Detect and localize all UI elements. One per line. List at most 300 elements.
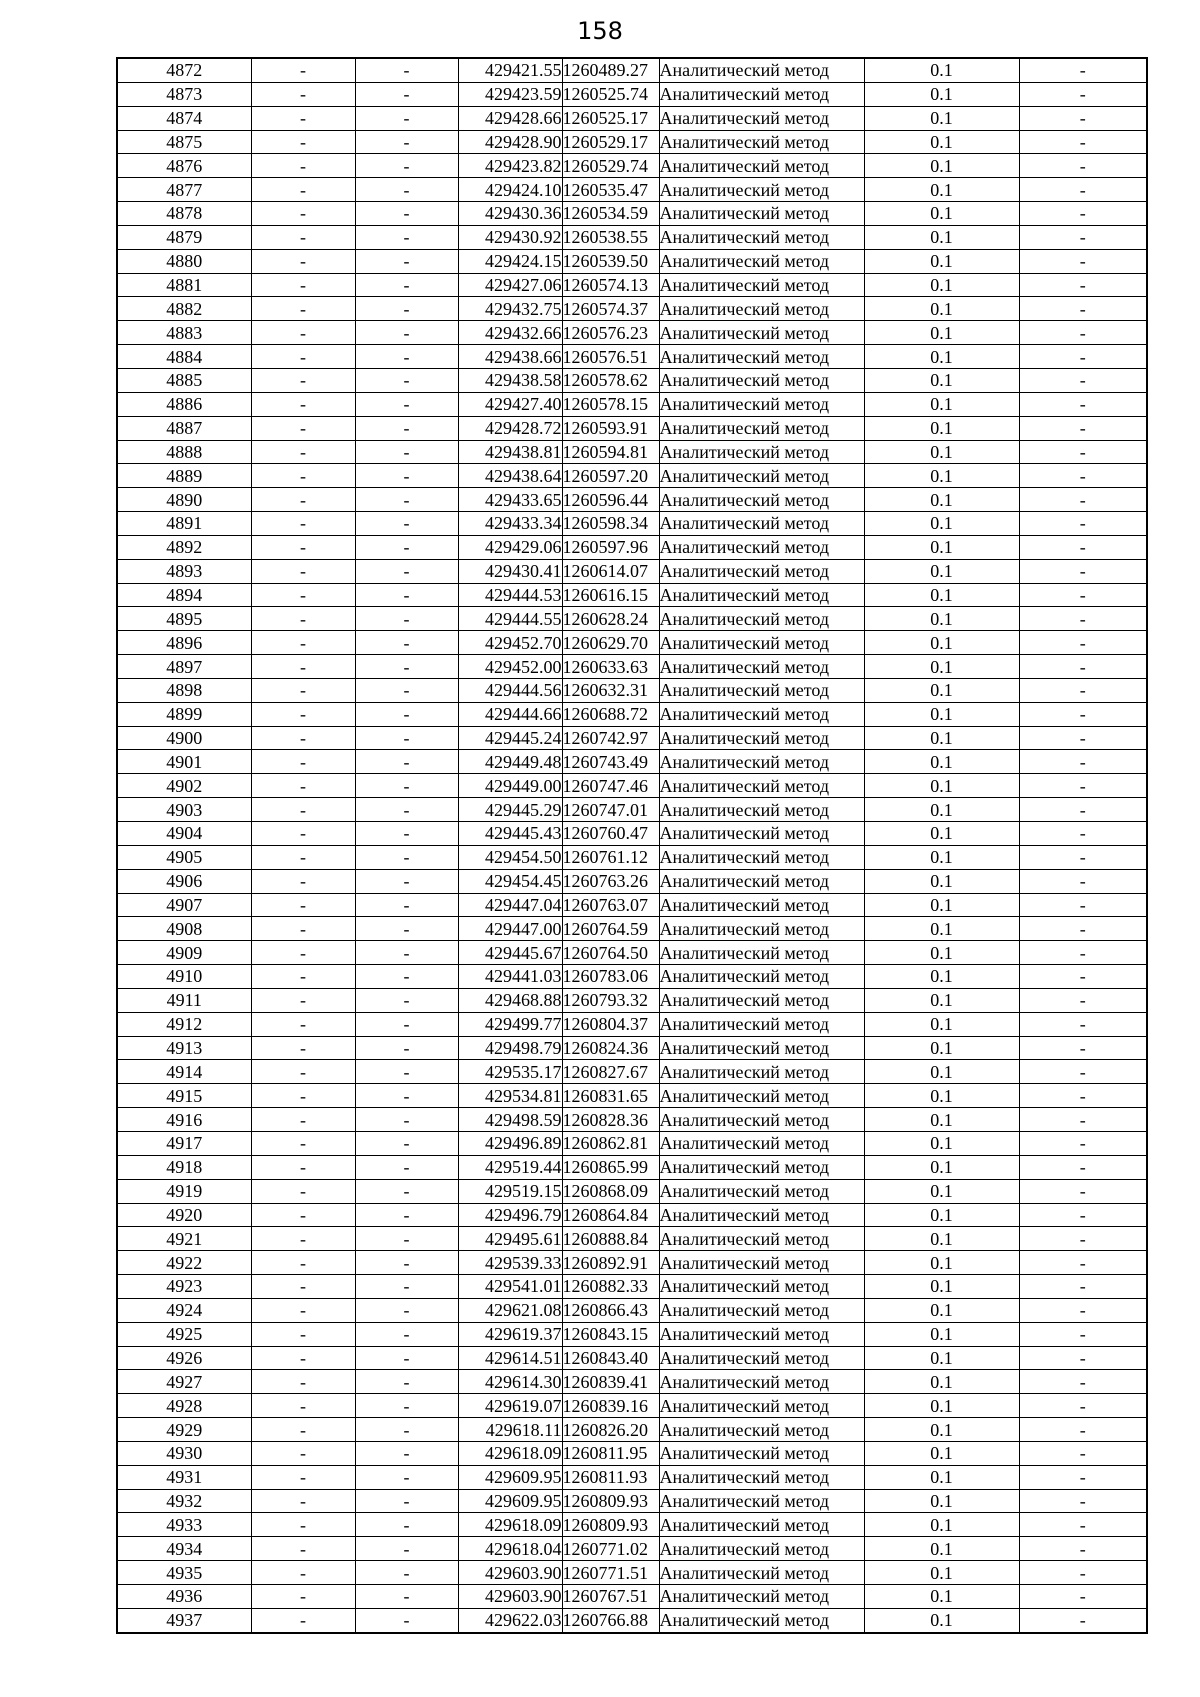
accuracy-cell: 0.1 [864, 917, 1019, 941]
blank-cell-1: - [251, 1298, 355, 1322]
method-cell: Аналитический метод [659, 893, 864, 917]
method-cell: Аналитический метод [659, 1322, 864, 1346]
y-coordinate-cell: 1260593.91 [562, 416, 659, 440]
x-coordinate-cell: 429441.03 [458, 965, 562, 989]
blank-cell-1: - [251, 512, 355, 536]
blank-cell-3: - [1019, 368, 1147, 392]
method-cell: Аналитический метод [659, 345, 864, 369]
blank-cell-3: - [1019, 988, 1147, 1012]
x-coordinate-cell: 429496.79 [458, 1203, 562, 1227]
blank-cell-3: - [1019, 655, 1147, 679]
blank-cell-1: - [251, 869, 355, 893]
table-row [117, 345, 1147, 369]
y-coordinate-cell: 1260761.12 [562, 845, 659, 869]
point-number-cell: 4884 [117, 345, 251, 369]
accuracy-cell: 0.1 [864, 1441, 1019, 1465]
x-coordinate-cell: 429496.89 [458, 1131, 562, 1155]
x-coordinate-cell: 429495.61 [458, 1227, 562, 1251]
method-cell: Аналитический метод [659, 416, 864, 440]
blank-cell-2: - [355, 154, 458, 178]
blank-cell-1: - [251, 297, 355, 321]
point-number-cell: 4880 [117, 249, 251, 273]
method-cell: Аналитический метод [659, 1561, 864, 1585]
blank-cell-1: - [251, 202, 355, 226]
table-row [117, 1322, 1147, 1346]
y-coordinate-cell: 1260633.63 [562, 655, 659, 679]
y-coordinate-cell: 1260892.91 [562, 1251, 659, 1275]
table-row [117, 583, 1147, 607]
y-coordinate-cell: 1260629.70 [562, 631, 659, 655]
table-row [117, 1513, 1147, 1537]
point-number-cell: 4874 [117, 106, 251, 130]
blank-cell-3: - [1019, 750, 1147, 774]
table-row [117, 1227, 1147, 1251]
y-coordinate-cell: 1260688.72 [562, 702, 659, 726]
blank-cell-1: - [251, 368, 355, 392]
blank-cell-1: - [251, 1585, 355, 1609]
table-row [117, 1012, 1147, 1036]
table-row [117, 106, 1147, 130]
y-coordinate-cell: 1260804.37 [562, 1012, 659, 1036]
x-coordinate-cell: 429618.04 [458, 1537, 562, 1561]
point-number-cell: 4913 [117, 1036, 251, 1060]
table-row [117, 559, 1147, 583]
blank-cell-1: - [251, 535, 355, 559]
method-cell: Аналитический метод [659, 1418, 864, 1442]
x-coordinate-cell: 429535.17 [458, 1060, 562, 1084]
blank-cell-2: - [355, 1012, 458, 1036]
x-coordinate-cell: 429452.70 [458, 631, 562, 655]
blank-cell-3: - [1019, 512, 1147, 536]
point-number-cell: 4882 [117, 297, 251, 321]
blank-cell-2: - [355, 1585, 458, 1609]
table-row [117, 1084, 1147, 1108]
x-coordinate-cell: 429468.88 [458, 988, 562, 1012]
blank-cell-3: - [1019, 559, 1147, 583]
point-number-cell: 4929 [117, 1418, 251, 1442]
blank-cell-2: - [355, 559, 458, 583]
y-coordinate-cell: 1260824.36 [562, 1036, 659, 1060]
point-number-cell: 4908 [117, 917, 251, 941]
y-coordinate-cell: 1260793.32 [562, 988, 659, 1012]
y-coordinate-cell: 1260574.37 [562, 297, 659, 321]
blank-cell-1: - [251, 1394, 355, 1418]
x-coordinate-cell: 429428.66 [458, 106, 562, 130]
x-coordinate-cell: 429519.15 [458, 1179, 562, 1203]
x-coordinate-cell: 429603.90 [458, 1585, 562, 1609]
blank-cell-3: - [1019, 1465, 1147, 1489]
blank-cell-1: - [251, 1060, 355, 1084]
blank-cell-3: - [1019, 1370, 1147, 1394]
blank-cell-1: - [251, 464, 355, 488]
blank-cell-1: - [251, 702, 355, 726]
y-coordinate-cell: 1260828.36 [562, 1108, 659, 1132]
blank-cell-2: - [355, 297, 458, 321]
y-coordinate-cell: 1260864.84 [562, 1203, 659, 1227]
blank-cell-2: - [355, 535, 458, 559]
blank-cell-1: - [251, 822, 355, 846]
accuracy-cell: 0.1 [864, 1275, 1019, 1299]
accuracy-cell: 0.1 [864, 249, 1019, 273]
accuracy-cell: 0.1 [864, 1179, 1019, 1203]
blank-cell-3: - [1019, 1084, 1147, 1108]
accuracy-cell: 0.1 [864, 321, 1019, 345]
blank-cell-3: - [1019, 869, 1147, 893]
method-cell: Аналитический метод [659, 488, 864, 512]
blank-cell-2: - [355, 1036, 458, 1060]
method-cell: Аналитический метод [659, 607, 864, 631]
point-number-cell: 4891 [117, 512, 251, 536]
accuracy-cell: 0.1 [864, 297, 1019, 321]
blank-cell-3: - [1019, 845, 1147, 869]
blank-cell-2: - [355, 1608, 458, 1632]
blank-cell-3: - [1019, 941, 1147, 965]
x-coordinate-cell: 429619.37 [458, 1322, 562, 1346]
accuracy-cell: 0.1 [864, 726, 1019, 750]
blank-cell-3: - [1019, 249, 1147, 273]
blank-cell-1: - [251, 1084, 355, 1108]
blank-cell-1: - [251, 154, 355, 178]
table-row [117, 392, 1147, 416]
accuracy-cell: 0.1 [864, 1012, 1019, 1036]
accuracy-cell: 0.1 [864, 512, 1019, 536]
point-number-cell: 4889 [117, 464, 251, 488]
blank-cell-3: - [1019, 1060, 1147, 1084]
blank-cell-3: - [1019, 1203, 1147, 1227]
blank-cell-3: - [1019, 345, 1147, 369]
blank-cell-2: - [355, 750, 458, 774]
blank-cell-3: - [1019, 631, 1147, 655]
x-coordinate-cell: 429432.66 [458, 321, 562, 345]
table-row [117, 965, 1147, 989]
method-cell: Аналитический метод [659, 392, 864, 416]
y-coordinate-cell: 1260578.15 [562, 392, 659, 416]
blank-cell-1: - [251, 58, 355, 82]
table-row [117, 631, 1147, 655]
point-number-cell: 4904 [117, 822, 251, 846]
table-row [117, 1370, 1147, 1394]
point-number-cell: 4897 [117, 655, 251, 679]
table-row [117, 202, 1147, 226]
table-row [117, 154, 1147, 178]
accuracy-cell: 0.1 [864, 774, 1019, 798]
point-number-cell: 4920 [117, 1203, 251, 1227]
table-row [117, 750, 1147, 774]
blank-cell-3: - [1019, 1322, 1147, 1346]
method-cell: Аналитический метод [659, 1227, 864, 1251]
point-number-cell: 4928 [117, 1394, 251, 1418]
x-coordinate-cell: 429452.00 [458, 655, 562, 679]
y-coordinate-cell: 1260743.49 [562, 750, 659, 774]
blank-cell-3: - [1019, 607, 1147, 631]
table-row [117, 1489, 1147, 1513]
accuracy-cell: 0.1 [864, 1203, 1019, 1227]
blank-cell-3: - [1019, 130, 1147, 154]
x-coordinate-cell: 429519.44 [458, 1155, 562, 1179]
blank-cell-3: - [1019, 58, 1147, 82]
blank-cell-2: - [355, 655, 458, 679]
y-coordinate-cell: 1260827.67 [562, 1060, 659, 1084]
blank-cell-2: - [355, 1275, 458, 1299]
y-coordinate-cell: 1260771.51 [562, 1561, 659, 1585]
table-body [117, 58, 1147, 1633]
blank-cell-1: - [251, 798, 355, 822]
y-coordinate-cell: 1260831.65 [562, 1084, 659, 1108]
accuracy-cell: 0.1 [864, 1370, 1019, 1394]
y-coordinate-cell: 1260843.15 [562, 1322, 659, 1346]
blank-cell-1: - [251, 1012, 355, 1036]
x-coordinate-cell: 429614.51 [458, 1346, 562, 1370]
method-cell: Аналитический метод [659, 774, 864, 798]
x-coordinate-cell: 429499.77 [458, 1012, 562, 1036]
method-cell: Аналитический метод [659, 297, 864, 321]
y-coordinate-cell: 1260882.33 [562, 1275, 659, 1299]
y-coordinate-cell: 1260525.17 [562, 106, 659, 130]
x-coordinate-cell: 429449.48 [458, 750, 562, 774]
method-cell: Аналитический метод [659, 798, 864, 822]
table-row [117, 321, 1147, 345]
table-row [117, 1179, 1147, 1203]
y-coordinate-cell: 1260525.74 [562, 82, 659, 106]
point-number-cell: 4893 [117, 559, 251, 583]
blank-cell-1: - [251, 416, 355, 440]
blank-cell-3: - [1019, 798, 1147, 822]
point-number-cell: 4930 [117, 1441, 251, 1465]
point-number-cell: 4934 [117, 1537, 251, 1561]
accuracy-cell: 0.1 [864, 750, 1019, 774]
blank-cell-3: - [1019, 178, 1147, 202]
method-cell: Аналитический метод [659, 1036, 864, 1060]
blank-cell-2: - [355, 845, 458, 869]
method-cell: Аналитический метод [659, 1155, 864, 1179]
y-coordinate-cell: 1260576.51 [562, 345, 659, 369]
table-row [117, 845, 1147, 869]
point-number-cell: 4888 [117, 440, 251, 464]
point-number-cell: 4899 [117, 702, 251, 726]
y-coordinate-cell: 1260764.59 [562, 917, 659, 941]
y-coordinate-cell: 1260839.16 [562, 1394, 659, 1418]
blank-cell-3: - [1019, 1418, 1147, 1442]
blank-cell-3: - [1019, 1251, 1147, 1275]
blank-cell-2: - [355, 321, 458, 345]
table-row [117, 1561, 1147, 1585]
method-cell: Аналитический метод [659, 1370, 864, 1394]
blank-cell-3: - [1019, 1394, 1147, 1418]
point-number-cell: 4923 [117, 1275, 251, 1299]
blank-cell-1: - [251, 321, 355, 345]
accuracy-cell: 0.1 [864, 1561, 1019, 1585]
blank-cell-2: - [355, 130, 458, 154]
blank-cell-3: - [1019, 440, 1147, 464]
x-coordinate-cell: 429444.56 [458, 678, 562, 702]
accuracy-cell: 0.1 [864, 655, 1019, 679]
blank-cell-2: - [355, 1489, 458, 1513]
accuracy-cell: 0.1 [864, 988, 1019, 1012]
table-row [117, 535, 1147, 559]
y-coordinate-cell: 1260771.02 [562, 1537, 659, 1561]
method-cell: Аналитический метод [659, 750, 864, 774]
x-coordinate-cell: 429427.40 [458, 392, 562, 416]
method-cell: Аналитический метод [659, 631, 864, 655]
accuracy-cell: 0.1 [864, 583, 1019, 607]
blank-cell-2: - [355, 1084, 458, 1108]
accuracy-cell: 0.1 [864, 893, 1019, 917]
accuracy-cell: 0.1 [864, 1322, 1019, 1346]
x-coordinate-cell: 429603.90 [458, 1561, 562, 1585]
blank-cell-1: - [251, 1465, 355, 1489]
blank-cell-1: - [251, 845, 355, 869]
point-number-cell: 4901 [117, 750, 251, 774]
blank-cell-2: - [355, 726, 458, 750]
method-cell: Аналитический метод [659, 1346, 864, 1370]
method-cell: Аналитический метод [659, 154, 864, 178]
blank-cell-1: - [251, 583, 355, 607]
table-row [117, 1394, 1147, 1418]
method-cell: Аналитический метод [659, 965, 864, 989]
blank-cell-2: - [355, 345, 458, 369]
point-number-cell: 4907 [117, 893, 251, 917]
table-row [117, 249, 1147, 273]
blank-cell-1: - [251, 893, 355, 917]
y-coordinate-cell: 1260529.74 [562, 154, 659, 178]
y-coordinate-cell: 1260866.43 [562, 1298, 659, 1322]
point-number-cell: 4875 [117, 130, 251, 154]
blank-cell-3: - [1019, 1561, 1147, 1585]
point-number-cell: 4916 [117, 1108, 251, 1132]
blank-cell-2: - [355, 464, 458, 488]
table-row [117, 822, 1147, 846]
accuracy-cell: 0.1 [864, 1394, 1019, 1418]
blank-cell-1: - [251, 678, 355, 702]
x-coordinate-cell: 429622.03 [458, 1608, 562, 1632]
blank-cell-2: - [355, 774, 458, 798]
x-coordinate-cell: 429618.09 [458, 1513, 562, 1537]
blank-cell-1: - [251, 488, 355, 512]
table-row [117, 798, 1147, 822]
blank-cell-2: - [355, 392, 458, 416]
point-number-cell: 4886 [117, 392, 251, 416]
point-number-cell: 4877 [117, 178, 251, 202]
blank-cell-1: - [251, 392, 355, 416]
method-cell: Аналитический метод [659, 583, 864, 607]
point-number-cell: 4906 [117, 869, 251, 893]
table-row [117, 368, 1147, 392]
accuracy-cell: 0.1 [864, 130, 1019, 154]
point-number-cell: 4910 [117, 965, 251, 989]
point-number-cell: 4932 [117, 1489, 251, 1513]
y-coordinate-cell: 1260763.26 [562, 869, 659, 893]
method-cell: Аналитический метод [659, 1012, 864, 1036]
table-row [117, 130, 1147, 154]
y-coordinate-cell: 1260783.06 [562, 965, 659, 989]
blank-cell-2: - [355, 368, 458, 392]
accuracy-cell: 0.1 [864, 440, 1019, 464]
blank-cell-2: - [355, 1227, 458, 1251]
x-coordinate-cell: 429449.00 [458, 774, 562, 798]
method-cell: Аналитический метод [659, 917, 864, 941]
x-coordinate-cell: 429430.92 [458, 225, 562, 249]
blank-cell-2: - [355, 869, 458, 893]
x-coordinate-cell: 429454.45 [458, 869, 562, 893]
blank-cell-1: - [251, 1370, 355, 1394]
x-coordinate-cell: 429539.33 [458, 1251, 562, 1275]
method-cell: Аналитический метод [659, 1084, 864, 1108]
method-cell: Аналитический метод [659, 1585, 864, 1609]
blank-cell-2: - [355, 1561, 458, 1585]
method-cell: Аналитический метод [659, 1298, 864, 1322]
x-coordinate-cell: 429447.00 [458, 917, 562, 941]
y-coordinate-cell: 1260747.01 [562, 798, 659, 822]
accuracy-cell: 0.1 [864, 702, 1019, 726]
blank-cell-3: - [1019, 1298, 1147, 1322]
table-row [117, 512, 1147, 536]
point-number-cell: 4881 [117, 273, 251, 297]
y-coordinate-cell: 1260576.23 [562, 321, 659, 345]
point-number-cell: 4922 [117, 1251, 251, 1275]
blank-cell-2: - [355, 1513, 458, 1537]
blank-cell-2: - [355, 82, 458, 106]
blank-cell-1: - [251, 941, 355, 965]
table-row [117, 1036, 1147, 1060]
method-cell: Аналитический метод [659, 726, 864, 750]
point-number-cell: 4892 [117, 535, 251, 559]
x-coordinate-cell: 429444.55 [458, 607, 562, 631]
table-row [117, 273, 1147, 297]
method-cell: Аналитический метод [659, 249, 864, 273]
accuracy-cell: 0.1 [864, 1084, 1019, 1108]
blank-cell-1: - [251, 1155, 355, 1179]
method-cell: Аналитический метод [659, 273, 864, 297]
point-number-cell: 4873 [117, 82, 251, 106]
blank-cell-3: - [1019, 893, 1147, 917]
method-cell: Аналитический метод [659, 1608, 864, 1632]
blank-cell-2: - [355, 58, 458, 82]
blank-cell-1: - [251, 607, 355, 631]
blank-cell-1: - [251, 1513, 355, 1537]
point-number-cell: 4883 [117, 321, 251, 345]
point-number-cell: 4912 [117, 1012, 251, 1036]
y-coordinate-cell: 1260747.46 [562, 774, 659, 798]
x-coordinate-cell: 429619.07 [458, 1394, 562, 1418]
y-coordinate-cell: 1260614.07 [562, 559, 659, 583]
y-coordinate-cell: 1260616.15 [562, 583, 659, 607]
blank-cell-2: - [355, 965, 458, 989]
table-row [117, 1275, 1147, 1299]
point-number-cell: 4935 [117, 1561, 251, 1585]
accuracy-cell: 0.1 [864, 965, 1019, 989]
blank-cell-2: - [355, 822, 458, 846]
method-cell: Аналитический метод [659, 559, 864, 583]
table-row [117, 488, 1147, 512]
point-number-cell: 4885 [117, 368, 251, 392]
method-cell: Аналитический метод [659, 1203, 864, 1227]
accuracy-cell: 0.1 [864, 464, 1019, 488]
y-coordinate-cell: 1260763.07 [562, 893, 659, 917]
x-coordinate-cell: 429438.58 [458, 368, 562, 392]
blank-cell-3: - [1019, 1513, 1147, 1537]
blank-cell-1: - [251, 1036, 355, 1060]
table-row [117, 1465, 1147, 1489]
blank-cell-3: - [1019, 321, 1147, 345]
y-coordinate-cell: 1260489.27 [562, 58, 659, 82]
point-number-cell: 4924 [117, 1298, 251, 1322]
x-coordinate-cell: 429614.30 [458, 1370, 562, 1394]
method-cell: Аналитический метод [659, 512, 864, 536]
page-number: 158 [577, 17, 623, 45]
x-coordinate-cell: 429438.64 [458, 464, 562, 488]
accuracy-cell: 0.1 [864, 345, 1019, 369]
accuracy-cell: 0.1 [864, 1608, 1019, 1632]
